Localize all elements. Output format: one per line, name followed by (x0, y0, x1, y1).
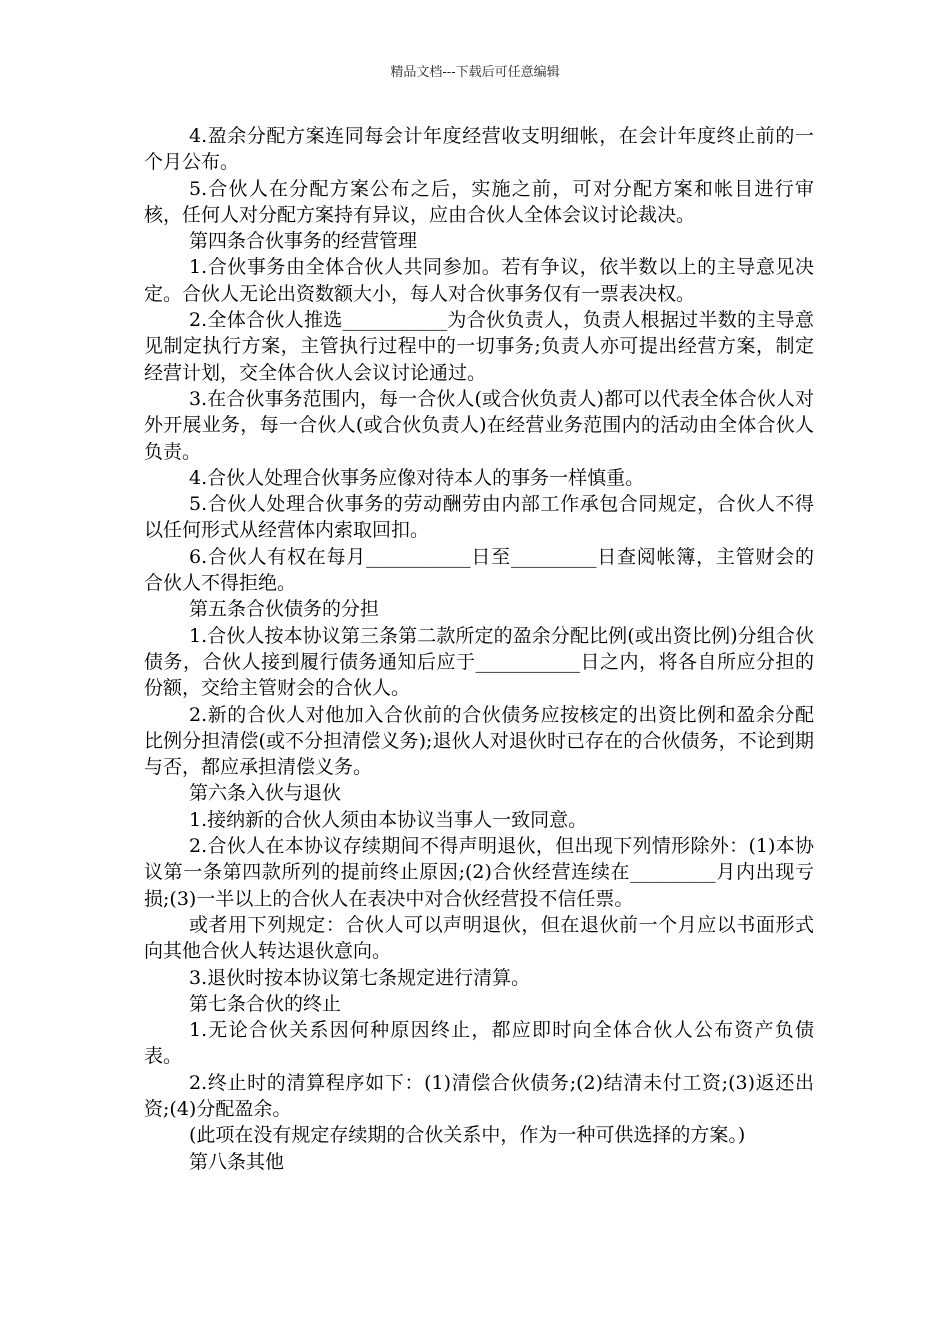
paragraph-article-5-item-2: 2.新的合伙人对他加入合伙前的合伙债务应按核定的出资比例和盈余分配比例分担清偿(或不分担清偿义务);退伙人对退伙时已存在的合伙债务，不论到期与否，都应承担清偿义务。 (144, 703, 814, 779)
page-header: 精品文档---下载后可任意编辑 (390, 65, 560, 80)
paragraph-profit-plan-publish: 4.盈余分配方案连同每会计年度经营收支明细帐，在会计年度终止前的一个月公布。 (144, 125, 814, 174)
paragraph-article-4-item-1: 1.合伙事务由全体合伙人共同参加。若有争议，依半数以上的主导意见决定。合伙人无论出资数额大小，每人对合伙事务仅有一票表决权。 (144, 256, 814, 305)
section-heading-article-8: 第八条其他 (189, 1150, 285, 1173)
document-body (144, 123, 814, 1175)
section-heading-article-6: 第六条入伙与退伙 (189, 782, 342, 805)
paragraph-article-6-alternative: 或者用下列规定：合伙人可以声明退伙，但在退伙前一个月应以书面形式向其他合伙人转达退伙意向。 (144, 913, 814, 963)
section-heading-article-4: 第四条合伙事务的经营管理 (189, 230, 418, 253)
paragraph-article-7-item-2: 2.终止时的清算程序如下：(1)清偿合伙债务;(2)结清未付工资;(3)返还出资;(4)分配盈余。 (144, 1071, 814, 1120)
paragraph-article-6-item-3: 3.退伙时按本协议第七条规定进行清算。 (189, 966, 531, 989)
paragraph-article-4-item-4: 4.合伙人处理合伙事务应像对待本人的事务一样慎重。 (189, 466, 645, 489)
paragraph-profit-plan-review: 5.合伙人在分配方案公布之后，实施之前，可对分配方案和帐目进行审核，任何人对分配方案持有异议，应由合伙人全体会议讨论裁决。 (144, 177, 814, 226)
section-heading-article-5: 第五条合伙债务的分担 (189, 598, 380, 621)
paragraph-article-7-item-1: 1.无论合伙关系因何种原因终止，都应即时向全体合伙人公布资产负债表。 (144, 1019, 814, 1068)
section-heading-article-7: 第七条合伙的终止 (189, 992, 342, 1015)
paragraph-article-4-item-2: 2.全体合伙人推选___________为合伙负责人，负责人根据过半数的主导意见制定执行方案，主管执行过程中的一切事务;负责人亦可提出经营方案，制定经营计划，交全体合伙人会议讨论通过。 (144, 309, 814, 384)
paragraph-article-4-item-3: 3.在合伙事务范围内，每一合伙人(或合伙负责人)都可以代表全体合伙人对外开展业务，每一合伙人(或合伙负责人)在经营业务范围内的活动由全体合伙人负责。 (144, 387, 814, 463)
paragraph-article-7-note: (此项在没有规定存续期的合伙关系中，作为一种可供选择的方案。) (189, 1124, 746, 1147)
paragraph-article-5-item-1: 1.合伙人按本协议第三条第二款所定的盈余分配比例(或出资比例)分组合伙债务，合伙人接到履行债务通知后应于___________日之内，将各自所应分担的份额，交给主管财会的合伙人。 (144, 624, 814, 700)
paragraph-article-4-item-6: 6.合伙人有权在每月___________日至_________日查阅帐簿，主管财会的合伙人不得拒绝。 (144, 545, 814, 595)
paragraph-article-4-item-5: 5.合伙人处理合伙事务的劳动酬劳由内部工作承包合同规定，合伙人不得以任何形式从经营体内索取回扣。 (144, 493, 814, 542)
paragraph-article-6-item-1: 1.接纳新的合伙人须由本协议当事人一致同意。 (189, 808, 588, 831)
paragraph-article-6-item-2: 2.合伙人在本协议存续期间不得声明退伙，但出现下列情形除外：(1)本协议第一条第四款所列的提前终止原因;(2)合伙经营连续在_________月内出现亏损;(3)一半以上的合伙人在表决中对合伙经营投不信任票。 (144, 835, 814, 910)
